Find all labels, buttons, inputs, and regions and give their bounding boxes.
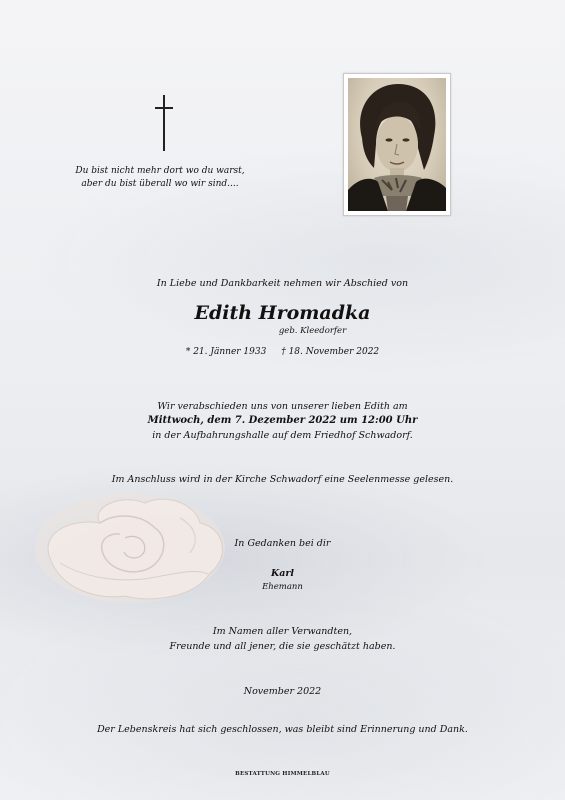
funeral-home: BESTATTUNG HIMMELBLAU (235, 771, 330, 777)
verse (60, 165, 260, 191)
mourner-name: Karl (270, 568, 295, 579)
verse-line-2: aber du bist überall wo wir sind.... (81, 179, 239, 189)
mourner-relation: Ehemann (262, 582, 303, 592)
portrait-photo (343, 73, 451, 216)
deceased-name: Edith Hromadka (194, 302, 371, 324)
death-date: † 18. November 2022 (281, 347, 380, 357)
thoughts-text: In Gedanken bei dir (234, 538, 331, 549)
intro-text: In Liebe und Dankbarkeit nehmen wir Abschied von (156, 278, 409, 289)
maiden-name: geb. Kleedorfer (278, 326, 347, 336)
relatives-line-2: Freunde und all jener, die sie geschätzt haben. (169, 641, 396, 652)
life-dates (0, 346, 565, 359)
mass-text: Im Anschluss wird in der Kirche Schwadorf eine Seelenmesse gelesen. (111, 474, 454, 485)
birth-date: * 21. Jänner 1933 (185, 347, 267, 357)
farewell-line-1: Wir verabschieden uns von unserer lieben Edith am (157, 401, 408, 412)
date-text: November 2022 (243, 686, 322, 697)
verse-line-1: Du bist nicht mehr dort wo du warst, (75, 166, 245, 176)
cross-icon (163, 95, 165, 151)
farewell-line-3: in der Aufbahrungshalle auf dem Friedhof Schwadorf. (152, 430, 413, 441)
closing-text: Der Lebenskreis hat sich geschlossen, was bleibt sind Erinnerung und Dank. (97, 724, 468, 735)
relatives-line-1: Im Namen aller Verwandten, (212, 626, 353, 637)
farewell-line-2: Mittwoch, dem 7. Dezember 2022 um 12:00 Uhr (147, 415, 418, 426)
portrait-image (348, 78, 446, 211)
